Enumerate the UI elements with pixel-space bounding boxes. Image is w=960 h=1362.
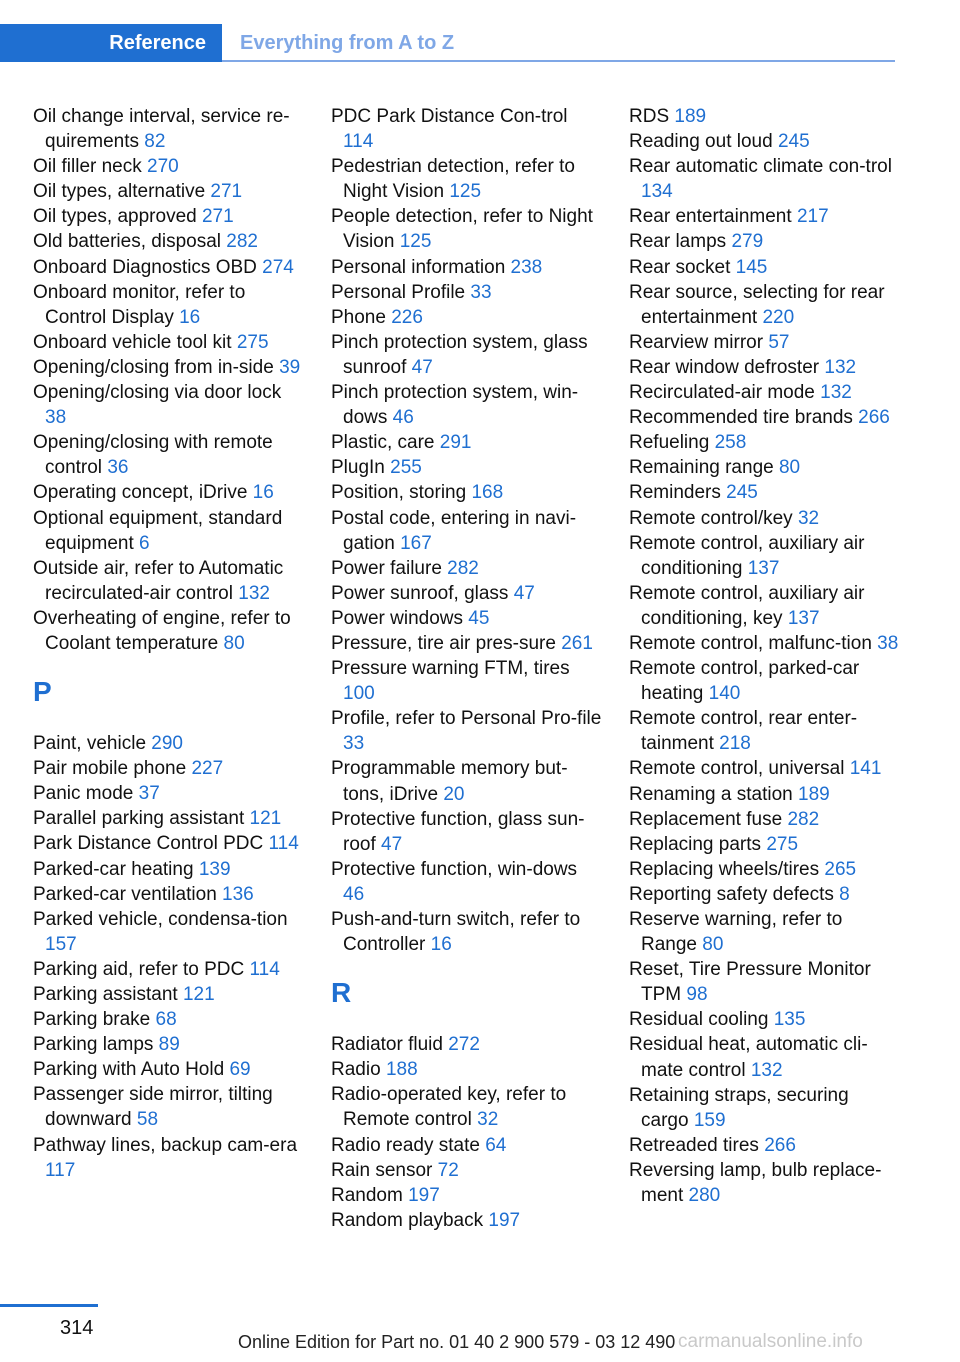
index-entry: [331, 455, 603, 480]
index-entry: [33, 756, 305, 781]
index-entry-text: Parked-car heating: [33, 858, 194, 880]
page-reference-link[interactable]: 8: [839, 883, 850, 905]
index-entry: [629, 280, 901, 330]
index-entry-text: Onboard monitor, refer to Control Display: [33, 281, 246, 328]
page-reference-link[interactable]: 16: [430, 934, 452, 956]
index-entry-text: Protective function, glass sun-roof: [331, 808, 585, 855]
index-entry: [331, 907, 603, 957]
index-entry-text: Rear automatic climate con-trol: [629, 156, 892, 178]
index-entry: [629, 706, 901, 756]
index-entry: [629, 104, 901, 129]
index-entry: [33, 204, 305, 229]
index-entry: [33, 380, 305, 430]
page-reference-link[interactable]: 189: [798, 783, 830, 805]
index-entry-text: Retaining straps, securing cargo: [629, 1084, 849, 1131]
page-reference-link[interactable]: 282: [787, 808, 820, 830]
index-entry-text: Profile, refer to Personal Pro-file: [331, 708, 602, 730]
page-reference-link[interactable]: 82: [144, 131, 166, 153]
page-reference-link[interactable]: 141: [849, 758, 882, 780]
index-entry-text: Reset, Tire Pressure Monitor TPM: [629, 959, 871, 1006]
index-entry-text: Rear source, selecting for rear entertainment: [629, 281, 885, 328]
index-entry: [331, 756, 603, 806]
index-entry-text: Opening/closing with remote control: [33, 432, 273, 479]
header-divider: [222, 60, 895, 62]
index-entry: [629, 857, 901, 882]
page-reference-link[interactable]: 33: [343, 733, 365, 755]
page-reference-link[interactable]: 255: [390, 457, 422, 479]
page-reference-link[interactable]: 145: [735, 256, 768, 278]
index-entry: [33, 355, 305, 380]
index-entry: [33, 731, 305, 756]
index-entry-text: Operating concept, iDrive: [33, 482, 248, 504]
index-entry: [331, 1133, 603, 1158]
index-entry-text: Personal information: [331, 256, 506, 278]
page-reference-link[interactable]: 227: [191, 758, 224, 780]
index-column-2: [331, 104, 603, 1233]
index-entry-text: Power sunroof, glass: [331, 582, 509, 604]
page-reference-link[interactable]: 157: [45, 933, 77, 955]
index-entry-text: Power failure: [331, 557, 442, 579]
index-entry: [331, 556, 603, 581]
index-entry-text: Push-and-turn switch, refer to Controller: [331, 909, 581, 956]
page-reference-link[interactable]: 159: [693, 1109, 726, 1131]
index-entry-text: Oil types, alternative: [33, 181, 206, 203]
index-entry-text: Panic mode: [33, 783, 134, 805]
index-entry-text: Parking with Auto Hold: [33, 1059, 225, 1081]
index-entry-text: Radiator fluid: [331, 1034, 443, 1056]
index-entry-text: Residual heat, automatic cli-mate control: [629, 1034, 868, 1081]
index-entry-text: Old batteries, disposal: [33, 231, 221, 253]
page-reference-link[interactable]: 245: [726, 482, 758, 504]
index-entry-text: Parking lamps: [33, 1034, 154, 1056]
page-reference-link[interactable]: 68: [155, 1009, 177, 1031]
page-reference-link[interactable]: 132: [824, 356, 857, 378]
index-entry: [629, 455, 901, 480]
index-entry: [33, 831, 305, 856]
index-entry-text: Remote control, rear enter-tainment: [629, 708, 858, 755]
page-reference-link[interactable]: 47: [411, 356, 433, 378]
page-reference-link[interactable]: 125: [399, 231, 432, 253]
page-reference-link[interactable]: 270: [147, 156, 179, 178]
page-reference-link[interactable]: 137: [787, 607, 820, 629]
index-entry: [331, 480, 603, 505]
index-entry-text: Paint, vehicle: [33, 733, 147, 755]
index-entry: [629, 531, 901, 581]
page-header: [0, 24, 895, 62]
index-entry-text: Rear socket: [629, 256, 731, 278]
index-entry: [33, 1032, 305, 1057]
index-entry-text: Random playback: [331, 1209, 484, 1231]
page-reference-link[interactable]: 64: [485, 1134, 507, 1156]
index-entry: [331, 154, 603, 204]
index-entry-text: Rain sensor: [331, 1159, 433, 1181]
index-entry-text: Passenger side mirror, tilting downward: [33, 1084, 273, 1131]
index-entry-text: Oil filler neck: [33, 156, 142, 178]
index-entry-text: Parking brake: [33, 1009, 151, 1031]
page-reference-link[interactable]: 58: [136, 1109, 159, 1131]
page-reference-link[interactable]: 280: [688, 1185, 721, 1207]
index-entry: [33, 1133, 305, 1183]
index-entry: [629, 129, 901, 154]
index-entry: [33, 907, 305, 957]
page-reference-link[interactable]: 290: [151, 733, 183, 755]
edition-footer: Online Edition for Part no. 01 40 2 900 579 - 03 12 490: [238, 1332, 676, 1352]
page-reference-link[interactable]: 114: [343, 131, 374, 153]
index-entry-text: Onboard vehicle tool kit: [33, 331, 232, 353]
index-entry-text: Radio-operated key, refer to Remote control: [331, 1084, 567, 1131]
index-entry-text: Opening/closing from in-side: [33, 356, 274, 378]
page-reference-link[interactable]: 140: [708, 683, 741, 705]
index-entry: [331, 305, 603, 330]
index-entry: [33, 154, 305, 179]
page-reference-link[interactable]: 121: [182, 984, 215, 1005]
page-reference-link[interactable]: 132: [238, 582, 270, 604]
page-reference-link[interactable]: 197: [488, 1209, 521, 1231]
index-entry-text: PlugIn: [331, 457, 385, 479]
index-entry-text: Rear entertainment: [629, 206, 792, 228]
index-entry: [331, 606, 603, 631]
index-entry: [629, 907, 901, 957]
page-reference-link[interactable]: 69: [229, 1059, 251, 1081]
index-entry: [331, 1057, 603, 1082]
index-entry-text: Pressure warning FTM, tires: [331, 658, 570, 680]
index-entry-text: Parking aid, refer to PDC: [33, 958, 245, 980]
page-reference-link[interactable]: 272: [448, 1034, 480, 1056]
page-reference-link[interactable]: 266: [764, 1134, 796, 1156]
index-entry-text: Oil change interval, service re-quirements: [33, 106, 290, 153]
index-entry-text: PDC Park Distance Con-trol: [331, 106, 568, 127]
watermark: carmanualsonline.info: [678, 1331, 863, 1352]
index-entry: [629, 506, 901, 531]
index-entry-text: Power windows: [331, 607, 463, 629]
index-entry: [33, 179, 305, 204]
page-reference-link[interactable]: 16: [179, 306, 201, 328]
index-entry: [629, 656, 901, 706]
index-entry: [331, 204, 603, 254]
page-reference-link[interactable]: 245: [777, 131, 810, 153]
index-entry-text: Residual cooling: [629, 1009, 769, 1031]
index-entry-text: Reversing lamp, bulb replace-ment: [629, 1159, 882, 1207]
index-entry: [331, 104, 603, 154]
page-reference-link[interactable]: 168: [471, 482, 504, 504]
page-reference-link[interactable]: 37: [138, 783, 160, 805]
index-entry-text: Remote control, malfunc-tion: [629, 632, 872, 654]
index-entry: [629, 1007, 901, 1032]
index-entry-text: Parallel parking assistant: [33, 808, 245, 830]
index-entry: [33, 506, 305, 556]
index-entry-text: Pathway lines, backup cam-era: [33, 1134, 298, 1156]
index-entry: [629, 957, 901, 1007]
index-entry: [629, 807, 901, 832]
index-entry-text: Postal code, entering in navi-gation: [331, 507, 577, 554]
index-entry: [331, 1158, 603, 1183]
header-tab-reference[interactable]: [0, 24, 222, 62]
page-reference-link[interactable]: 282: [447, 557, 479, 579]
index-entry-text: Reading out loud: [629, 131, 773, 153]
header-tab-label: Reference: [109, 31, 206, 54]
page-reference-link[interactable]: 80: [778, 457, 801, 479]
index-entry-text: Phone: [331, 306, 386, 328]
section-letter-r: R: [331, 977, 352, 1009]
index-entry-text: Onboard Diagnostics OBD: [33, 256, 257, 278]
index-entry: [33, 480, 305, 505]
index-entry: [629, 204, 901, 229]
index-entry: [33, 606, 305, 656]
index-entry: [331, 1032, 603, 1057]
index-entry: [629, 756, 901, 781]
index-entry-text: Reminders: [629, 482, 721, 504]
index-entry-text: Oil types, approved: [33, 206, 197, 228]
page-reference-link[interactable]: 226: [391, 306, 423, 328]
page-reference-link[interactable]: 117: [45, 1159, 76, 1181]
index-entry: [629, 255, 901, 280]
page-reference-link[interactable]: 38: [877, 632, 899, 654]
index-entry-text: Optional equipment, standard equipment: [33, 507, 283, 554]
index-entry-text: People detection, refer to Night Vision: [331, 206, 593, 253]
page-reference-link[interactable]: 258: [714, 432, 747, 454]
header-section-title: Everything from A to Z: [240, 31, 455, 54]
page-reference-link[interactable]: 238: [510, 256, 543, 278]
page-reference-link[interactable]: 217: [796, 206, 829, 228]
page-reference-link[interactable]: 132: [820, 382, 852, 404]
page-reference-link[interactable]: 279: [731, 231, 764, 253]
page-reference-link[interactable]: 32: [797, 507, 820, 529]
index-entry-text: Refueling: [629, 432, 710, 454]
index-entry: [33, 330, 305, 355]
page-reference-link[interactable]: 89: [158, 1034, 180, 1056]
index-entry: [33, 280, 305, 330]
index-entry-text: Renaming a station: [629, 783, 793, 805]
index-entry: [331, 706, 603, 756]
page-reference-link[interactable]: 136: [222, 883, 254, 905]
index-entry: [629, 380, 901, 405]
index-entry: [331, 807, 603, 857]
index-entry: [629, 1158, 901, 1208]
index-entry-text: Position, storing: [331, 482, 467, 504]
page-reference-link[interactable]: 114: [268, 833, 299, 855]
index-entry-text: Replacement fuse: [629, 808, 783, 830]
page-reference-link[interactable]: 220: [762, 306, 795, 328]
page-number: 314: [60, 1317, 94, 1339]
index-entry-text: Recommended tire brands: [629, 407, 853, 429]
page-reference-link[interactable]: 46: [392, 407, 414, 429]
index-entry-text: Rearview mirror: [629, 331, 764, 353]
index-entry: [331, 857, 603, 907]
page-reference-link[interactable]: 32: [477, 1109, 499, 1131]
page-reference-link[interactable]: 16: [252, 482, 274, 504]
page-reference-link[interactable]: 33: [470, 281, 492, 303]
index-entry: [331, 506, 603, 556]
index-entry-text: Remote control/key: [629, 507, 793, 529]
index-entry: [629, 355, 901, 380]
index-entry: [331, 255, 603, 280]
index-entry: [331, 330, 603, 380]
index-entry: [33, 556, 305, 606]
index-entry: [33, 806, 305, 831]
index-entry-text: Protective function, win-dows: [331, 858, 578, 880]
index-entry-text: Pinch protection system, win-dows: [331, 382, 579, 429]
index-entry: [629, 882, 901, 907]
index-entry: [629, 1083, 901, 1133]
page-reference-link[interactable]: 80: [223, 632, 245, 654]
index-entry: [629, 405, 901, 430]
index-entry-text: Opening/closing via door lock: [33, 382, 282, 404]
index-entry: [629, 154, 901, 204]
index-entry-text: Parked vehicle, condensa-tion: [33, 908, 288, 930]
index-entry: [33, 1007, 305, 1032]
index-entry-text: Rear window defroster: [629, 356, 820, 378]
index-entry: [629, 480, 901, 505]
index-entry-text: Random: [331, 1184, 403, 1206]
page-reference-link[interactable]: 271: [210, 181, 243, 203]
page-reference-link[interactable]: 132: [750, 1059, 783, 1081]
index-entry-text: Reserve warning, refer to Range: [629, 909, 843, 956]
page-reference-link[interactable]: 46: [343, 883, 365, 905]
index-entry: [33, 781, 305, 806]
page-reference-link[interactable]: 114: [249, 958, 280, 980]
page-reference-link[interactable]: 275: [236, 331, 269, 353]
index-entry: [33, 857, 305, 882]
index-entry: [629, 782, 901, 807]
index-entry-text: Remote control, auxiliary air conditioning, key: [629, 582, 865, 629]
page-reference-link[interactable]: 57: [768, 331, 790, 353]
page-reference-link[interactable]: 188: [385, 1059, 418, 1081]
page-reference-link[interactable]: 45: [468, 607, 490, 629]
index-entry: [33, 957, 305, 982]
page-reference-link[interactable]: 189: [674, 106, 707, 127]
index-entry-text: Recirculated-air mode: [629, 382, 815, 404]
index-entry: [331, 581, 603, 606]
index-entry: [33, 1057, 305, 1082]
index-entry: [33, 255, 305, 280]
index-entry-text: Remote control, universal: [629, 758, 845, 780]
page-reference-link[interactable]: 261: [561, 632, 593, 654]
index-entry: [331, 380, 603, 430]
index-entry-text: Parked-car ventilation: [33, 883, 217, 905]
index-entry: [33, 1082, 305, 1132]
index-entry: [331, 430, 603, 455]
index-entry-text: Personal Profile: [331, 281, 466, 303]
index-entry-text: Programmable memory but-tons, iDrive: [331, 758, 568, 805]
index-entry: [33, 882, 305, 907]
index-entry-text: Plastic, care: [331, 432, 435, 454]
page-reference-link[interactable]: 6: [139, 532, 150, 554]
page-reference-link[interactable]: 274: [262, 256, 294, 278]
index-entry-text: Pair mobile phone: [33, 758, 187, 780]
index-entry-text: Remote control, auxiliary air conditioning: [629, 532, 865, 579]
index-entry: [629, 631, 901, 656]
index-entry-text: Radio: [331, 1059, 381, 1081]
index-entry-text: Radio ready state: [331, 1134, 480, 1156]
page-reference-link[interactable]: 218: [719, 733, 751, 755]
page-reference-link[interactable]: 139: [198, 858, 231, 880]
page-reference-link[interactable]: 47: [381, 833, 403, 855]
page-reference-link[interactable]: 167: [400, 532, 432, 554]
page-reference-link[interactable]: 72: [437, 1159, 459, 1181]
index-entry-text: Pressure, tire air pres-sure: [331, 632, 556, 654]
index-entry-text: Outside air, refer to Automatic recirculated-air control: [33, 557, 284, 604]
index-entry-text: Pinch protection system, glass sunroof: [331, 331, 588, 378]
page-reference-link[interactable]: 20: [443, 783, 465, 805]
index-entry: [629, 430, 901, 455]
index-entry-text: RDS: [629, 106, 670, 127]
page-reference-link[interactable]: 275: [766, 833, 799, 855]
index-entry: [331, 631, 603, 656]
page-reference-link[interactable]: 38: [45, 407, 67, 429]
section-letter-p: P: [33, 676, 52, 708]
index-column-3: [629, 104, 901, 1208]
index-entry: [33, 430, 305, 480]
page-reference-link[interactable]: 135: [773, 1009, 806, 1031]
index-entry-text: Rear lamps: [629, 231, 727, 253]
index-entry-text: Parking assistant: [33, 984, 178, 1005]
page-reference-link[interactable]: 291: [439, 432, 472, 454]
index-entry-text: Replacing wheels/tires: [629, 858, 820, 880]
page-reference-link[interactable]: 197: [408, 1184, 440, 1206]
page-reference-link[interactable]: 265: [824, 858, 857, 880]
page-reference-link[interactable]: 266: [858, 407, 890, 429]
index-column-1: [33, 104, 305, 1183]
index-entry-text: Reporting safety defects: [629, 883, 834, 905]
index-entry: [331, 1208, 603, 1233]
index-entry: [33, 229, 305, 254]
page-reference-link[interactable]: 125: [449, 181, 482, 203]
page-reference-link[interactable]: 282: [226, 231, 258, 253]
index-entry: [331, 1082, 603, 1132]
page-reference-link[interactable]: 137: [747, 557, 780, 579]
page-reference-link[interactable]: 47: [513, 582, 535, 604]
index-entry-text: Pedestrian detection, refer to Night Vision: [331, 156, 575, 203]
index-entry: [331, 280, 603, 305]
index-entry: [629, 1032, 901, 1082]
index-entry: [331, 1183, 603, 1208]
page-reference-link[interactable]: 134: [641, 181, 673, 203]
index-entry-text: Remaining range: [629, 457, 774, 479]
index-entry: [629, 1133, 901, 1158]
page-reference-link[interactable]: 271: [201, 206, 234, 228]
index-entry-text: Replacing parts: [629, 833, 762, 855]
index-entry-text: Remote control, parked-car heating: [629, 658, 860, 705]
index-entry: [629, 330, 901, 355]
index-entry: [33, 104, 305, 154]
page-reference-link[interactable]: 39: [279, 356, 301, 378]
page-reference-link[interactable]: 100: [343, 683, 375, 705]
page-reference-link[interactable]: 98: [686, 984, 708, 1006]
page-reference-link[interactable]: 80: [702, 934, 724, 956]
page-number-rule: [0, 1304, 98, 1307]
page-reference-link[interactable]: 36: [107, 457, 129, 479]
index-entry: [629, 581, 901, 631]
index-entry-text: Park Distance Control PDC: [33, 833, 264, 855]
index-entry: [33, 982, 305, 1007]
index-entry: [629, 229, 901, 254]
page-reference-link[interactable]: 121: [249, 808, 282, 830]
index-entry: [629, 832, 901, 857]
index-entry-text: Overheating of engine, refer to Coolant temperature: [33, 607, 291, 654]
index-entry-text: Retreaded tires: [629, 1134, 759, 1156]
index-entry: [331, 656, 603, 706]
